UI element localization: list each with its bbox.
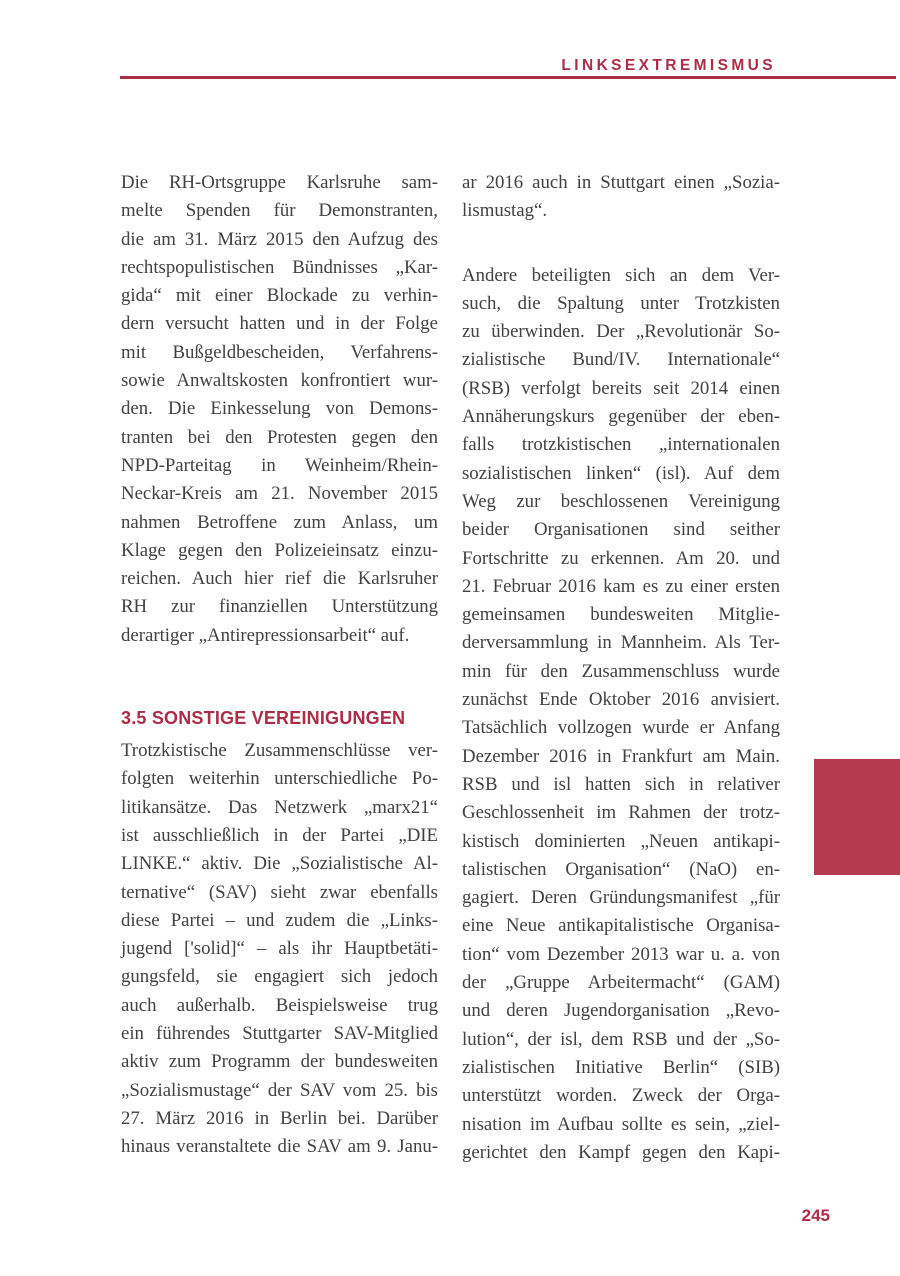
text-line: Trotzkistische Zusammenschlüsse ver- (121, 740, 438, 762)
text-line: Neckar-Kreis am 21. November 2015 (121, 483, 438, 505)
text-line: RH zur finanziellen Unterstützung (121, 596, 438, 618)
text-line: tranten bei den Protesten gegen den (121, 426, 438, 448)
text-line: melte Spenden für Demonstranten, (121, 200, 438, 222)
text-line: ternative“ (SAV) sieht zwar ebenfalls (121, 881, 438, 903)
text-line: gagiert. Deren Gründungsmanifest „für (462, 887, 780, 909)
page-number: 245 (801, 1206, 830, 1225)
text-line: ist ausschließlich in der Partei „DIE (121, 824, 438, 846)
text-line: lution“, der isl, dem RSB und der „So- (462, 1028, 780, 1050)
text-line: sozialistischen linken“ (isl). Auf dem (462, 462, 780, 484)
text-column-left (121, 169, 438, 1162)
text-line: nahmen Betroffene zum Anlass, um (121, 511, 438, 533)
text-line: min für den Zusammenschluss wurde (462, 660, 780, 682)
text-line: ein führendes Stuttgarter SAV-Mitglied (121, 1023, 438, 1045)
text-line: dern versucht hatten und in der Folge (121, 313, 438, 335)
paragraph (462, 262, 780, 1168)
text-line: gungsfeld, sie engagiert sich jedoch (121, 966, 438, 988)
text-line: 27. März 2016 in Berlin bei. Darüber (121, 1107, 438, 1129)
text-line: Annäherungskurs gegenüber der eben- (462, 406, 780, 428)
text-line: tion“ vom Dezember 2013 war u. a. von (462, 943, 780, 965)
paragraph (121, 737, 438, 1161)
text-line: Fortschritte zu erkennen. Am 20. und (462, 547, 780, 569)
text-line: jugend ['solid]“ – als ihr Hauptbetäti- (121, 938, 438, 960)
paragraph (121, 169, 438, 650)
text-line: mit Bußgeldbescheiden, Verfahrens- (121, 341, 438, 363)
text-line: eine Neue antikapitalistische Organisa- (462, 915, 780, 937)
text-line: Tatsächlich vollzogen wurde er Anfang (462, 717, 780, 739)
text-line: beider Organisationen sind seither (462, 519, 780, 541)
text-line: litikansätze. Das Netzwerk „marx21“ (121, 796, 438, 818)
text-line: derversammlung in Mannheim. Als Ter- (462, 632, 780, 654)
text-line: sowie Anwaltskosten konfrontiert wur- (121, 370, 438, 392)
text-line: zialistische Bund/IV. Internationale“ (462, 349, 780, 371)
text-line: den. Die Einkesselung von Demons- (121, 398, 438, 420)
text-line: zunächst Ende Oktober 2016 anvisiert. (462, 689, 780, 711)
running-head-title: LINKSEXTREMISMUS (561, 57, 776, 74)
text-line: Die RH-Ortsgruppe Karlsruhe sam- (121, 172, 438, 193)
text-line: ar 2016 auch in Stuttgart einen „Sozia- (462, 172, 780, 193)
text-line: und deren Jugendorganisation „Revo- (462, 1000, 780, 1022)
text-line: gida“ mit einer Blockade zu verhin- (121, 285, 438, 307)
text-line: diese Partei – und zudem die „Links- (121, 909, 438, 931)
text-line: hinaus veranstaltete die SAV am 9. Janu- (121, 1136, 438, 1158)
text-line: RSB und isl hatten sich in relativer (462, 773, 780, 795)
text-line: reichen. Auch hier rief die Karlsruher (121, 568, 438, 590)
text-line: (RSB) verfolgt bereits seit 2014 einen (462, 377, 780, 399)
header-rule (120, 76, 896, 79)
text-line: falls trotzkistischen „internationalen (462, 434, 780, 456)
text-column-right (462, 169, 780, 1167)
text-line: zialistischen Initiative Berlin“ (SIB) (462, 1056, 780, 1078)
text-line: gemeinsamen bundesweiten Mitglie- (462, 604, 780, 626)
text-line: derartiger „Antirepressionsarbeit“ auf. (121, 624, 410, 646)
text-line: LINKE.“ aktiv. Die „Sozialistische Al- (121, 853, 438, 875)
text-line: Geschlossenheit im Rahmen der trotz- (462, 802, 780, 824)
text-line: talistischen Organisation“ (NaO) en- (462, 858, 780, 880)
text-line: Klage gegen den Polizeieinsatz einzu- (121, 539, 438, 561)
text-line: die am 31. März 2015 den Aufzug des (121, 228, 438, 250)
text-line: Andere beteiligten sich an dem Ver- (462, 264, 780, 286)
text-line: folgten weiterhin unterschiedliche Po- (121, 768, 438, 790)
text-line: auch außerhalb. Beispielsweise trug (121, 994, 438, 1016)
text-line: NPD-Parteitag in Weinheim/Rhein- (121, 454, 438, 476)
text-line: lismustag“. (462, 200, 548, 222)
text-line: unterstützt worden. Zweck der Orga- (462, 1085, 780, 1107)
text-line: Dezember 2016 in Frankfurt am Main. (462, 745, 780, 767)
text-line: 21. Februar 2016 kam es zu einer ersten (462, 575, 780, 597)
text-line: nisation im Aufbau sollte es sein, „ziel- (462, 1113, 780, 1135)
chapter-edge-tab (814, 759, 900, 875)
text-line: Weg zur beschlossenen Vereinigung (462, 490, 780, 512)
text-line: „Sozialismustage“ der SAV vom 25. bis (121, 1079, 438, 1101)
text-line: rechtspopulistischen Bündnisses „Kar- (121, 256, 438, 278)
text-line: der „Gruppe Arbeitermacht“ (GAM) (462, 972, 780, 994)
paragraph (462, 169, 780, 226)
text-line: aktiv zum Programm der bundesweiten (121, 1051, 438, 1073)
text-line: such, die Spaltung unter Trotzkisten (462, 292, 780, 314)
text-line: kistisch dominierten „Neuen antikapi- (462, 830, 780, 852)
text-line: zu überwinden. Der „Revolutionär So- (462, 321, 780, 343)
text-line: gerichtet den Kampf gegen den Kapi- (462, 1141, 780, 1163)
section-heading: 3.5 SONSTIGE VEREINIGUNGEN (121, 708, 406, 729)
